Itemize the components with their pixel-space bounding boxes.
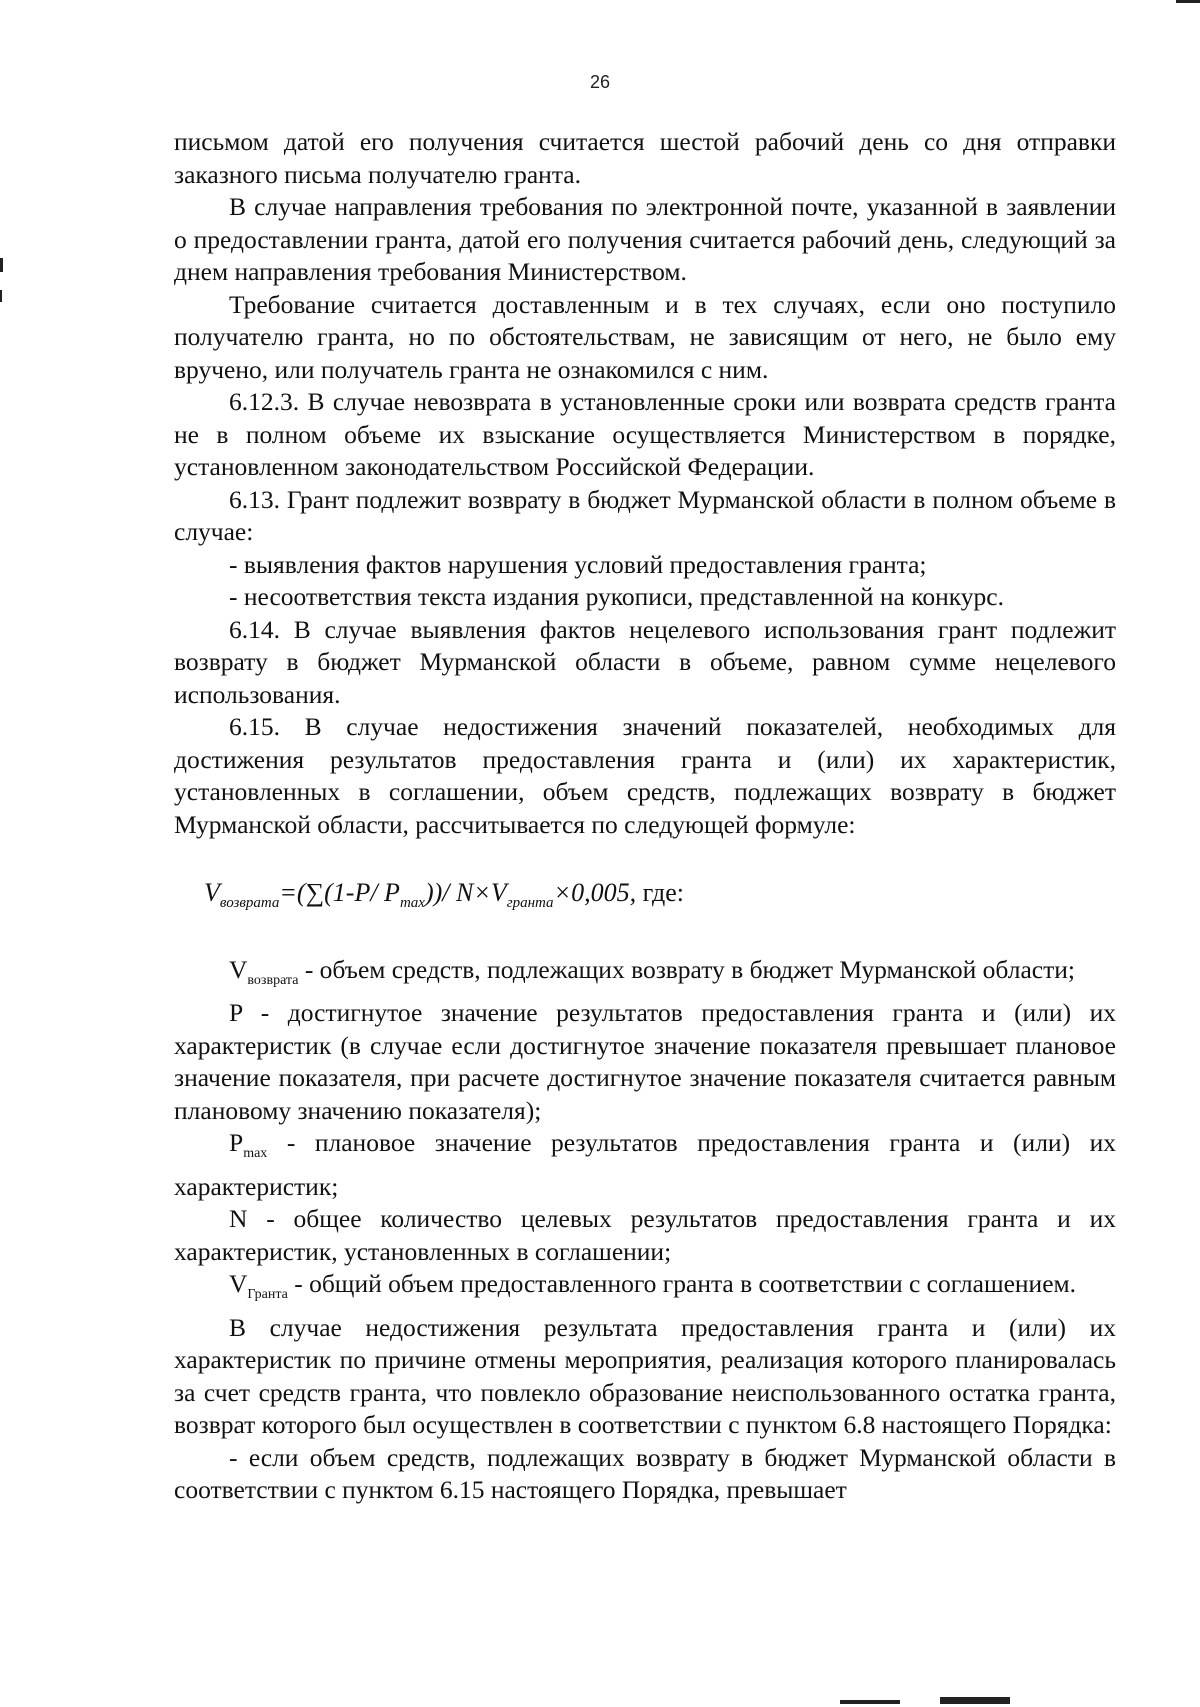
formula-vgr-sub: гранта: [506, 895, 554, 912]
formula-v: V: [204, 878, 220, 907]
symbol: N: [229, 1204, 248, 1234]
definition-text: - общее количество целевых результатов предоставления гранта и их характеристик, установленных в соглашении;: [174, 1204, 1116, 1266]
list-item: - несоответствия текста издания рукописи, представленной на конкурс.: [229, 582, 1004, 611]
paragraph-6-14: 6.14. В случае выявления фактов нецелевого использования грант подлежит возврату в бюджет Мурманской области в объеме, равном сумме нецелевого использования.: [174, 614, 1116, 709]
definition-pmax: [174, 1127, 1116, 1203]
definition-text: - объем средств, подлежащих возврату в бюджет Мурманской области;: [298, 954, 1075, 984]
definition-v-vozvrata: [174, 954, 1116, 998]
definition-v-granta: [174, 1268, 1116, 1312]
formula-pmax-sub: max: [399, 895, 425, 912]
symbol: V: [229, 954, 248, 984]
paragraph: Требование считается доставленным и в тех случаях, если оно поступило получателю гранта, но по обстоятельствам, не зависящим от него, не было ему вручено, или получатель гранта не ознакомился с ним.: [174, 289, 1116, 384]
page-number: 26: [589, 72, 611, 92]
symbol-sub: возврата: [247, 972, 299, 988]
definition-n: [174, 1203, 1116, 1268]
formula-mid-1: =(∑(1-P/ P: [279, 878, 400, 907]
definitions: [174, 954, 1116, 1312]
scan-artifact: [1176, 0, 1200, 3]
symbol-sub: max: [243, 1146, 268, 1162]
symbol: P: [229, 1128, 244, 1158]
definition-text: - плановое значение результатов предоставления гранта и (или) их характеристик;: [174, 1128, 1116, 1201]
formula-where: где:: [636, 878, 684, 907]
scan-artifact: [840, 1700, 900, 1704]
definition-p: [174, 997, 1116, 1127]
definition-text: - общий объем предоставленного гранта в соответствии с соглашением.: [287, 1269, 1077, 1299]
document-body: [174, 126, 1116, 1507]
symbol: P: [229, 998, 243, 1028]
paragraph: В случае недостижения результата предоставления гранта и (или) их характеристик по причине отмены мероприятия, реализация которого планировалась за счет средств гранта, что повлекло образование неиспользованного остатка гранта, возврат которого был осуществлен в соответствии с пунктом 6.8 настоящего Порядка:: [174, 1312, 1116, 1440]
list-item: - если объем средств, подлежащих возврату в бюджет Мурманской области в соответствии с пунктом 6.15 настоящего Порядка, превышает: [174, 1442, 1116, 1505]
formula-v-sub: возврата: [219, 895, 280, 912]
scan-artifact: [0, 290, 2, 302]
paragraph: письмом датой его получения считается шестой рабочий день со дня отправки заказного письма получателю гранта.: [174, 127, 1116, 189]
scan-artifact: [0, 258, 3, 272]
symbol: V: [229, 1269, 248, 1299]
formula-mid-2: ))/ N×V: [424, 878, 507, 907]
paragraph-6-12-3: 6.12.3. В случае невозврата в установленные сроки или возврата средств гранта не в полном объеме их взыскание осуществляется Министерством в порядке, установленном законодательством Российской Федерации.: [174, 387, 1116, 481]
list-item: - выявления фактов нарушения условий предоставления гранта;: [229, 549, 927, 579]
definition-text: - достигнутое значение результатов предоставления гранта и (или) их характеристик (в случае если достигнутое значение показателя превышает плановое значение показателя, при расчете достигнутое значение показателя считается равным плановому значению показателя);: [174, 998, 1116, 1125]
paragraph-6-13: 6.13. Грант подлежит возврату в бюджет Мурманской области в полном объеме в случае:: [174, 484, 1116, 546]
formula: [174, 877, 1116, 920]
symbol-sub: Гранта: [247, 1287, 288, 1303]
paragraph-6-15: 6.15. В случае недостижения значений показателей, необходимых для достижения результатов предоставления гранта и (или) их характеристик, установленных в соглашении, объем средств, подлежащих возврату в бюджет Мурманской области, рассчитывается по следующей формуле:: [174, 712, 1116, 839]
paragraph: В случае направления требования по электронной почте, указанной в заявлении о предоставлении гранта, датой его получения считается рабочий день, следующий за днем направления требования Министерством.: [174, 192, 1116, 286]
scan-artifact: [940, 1697, 1010, 1704]
formula-tail: ×0,005,: [553, 878, 637, 907]
